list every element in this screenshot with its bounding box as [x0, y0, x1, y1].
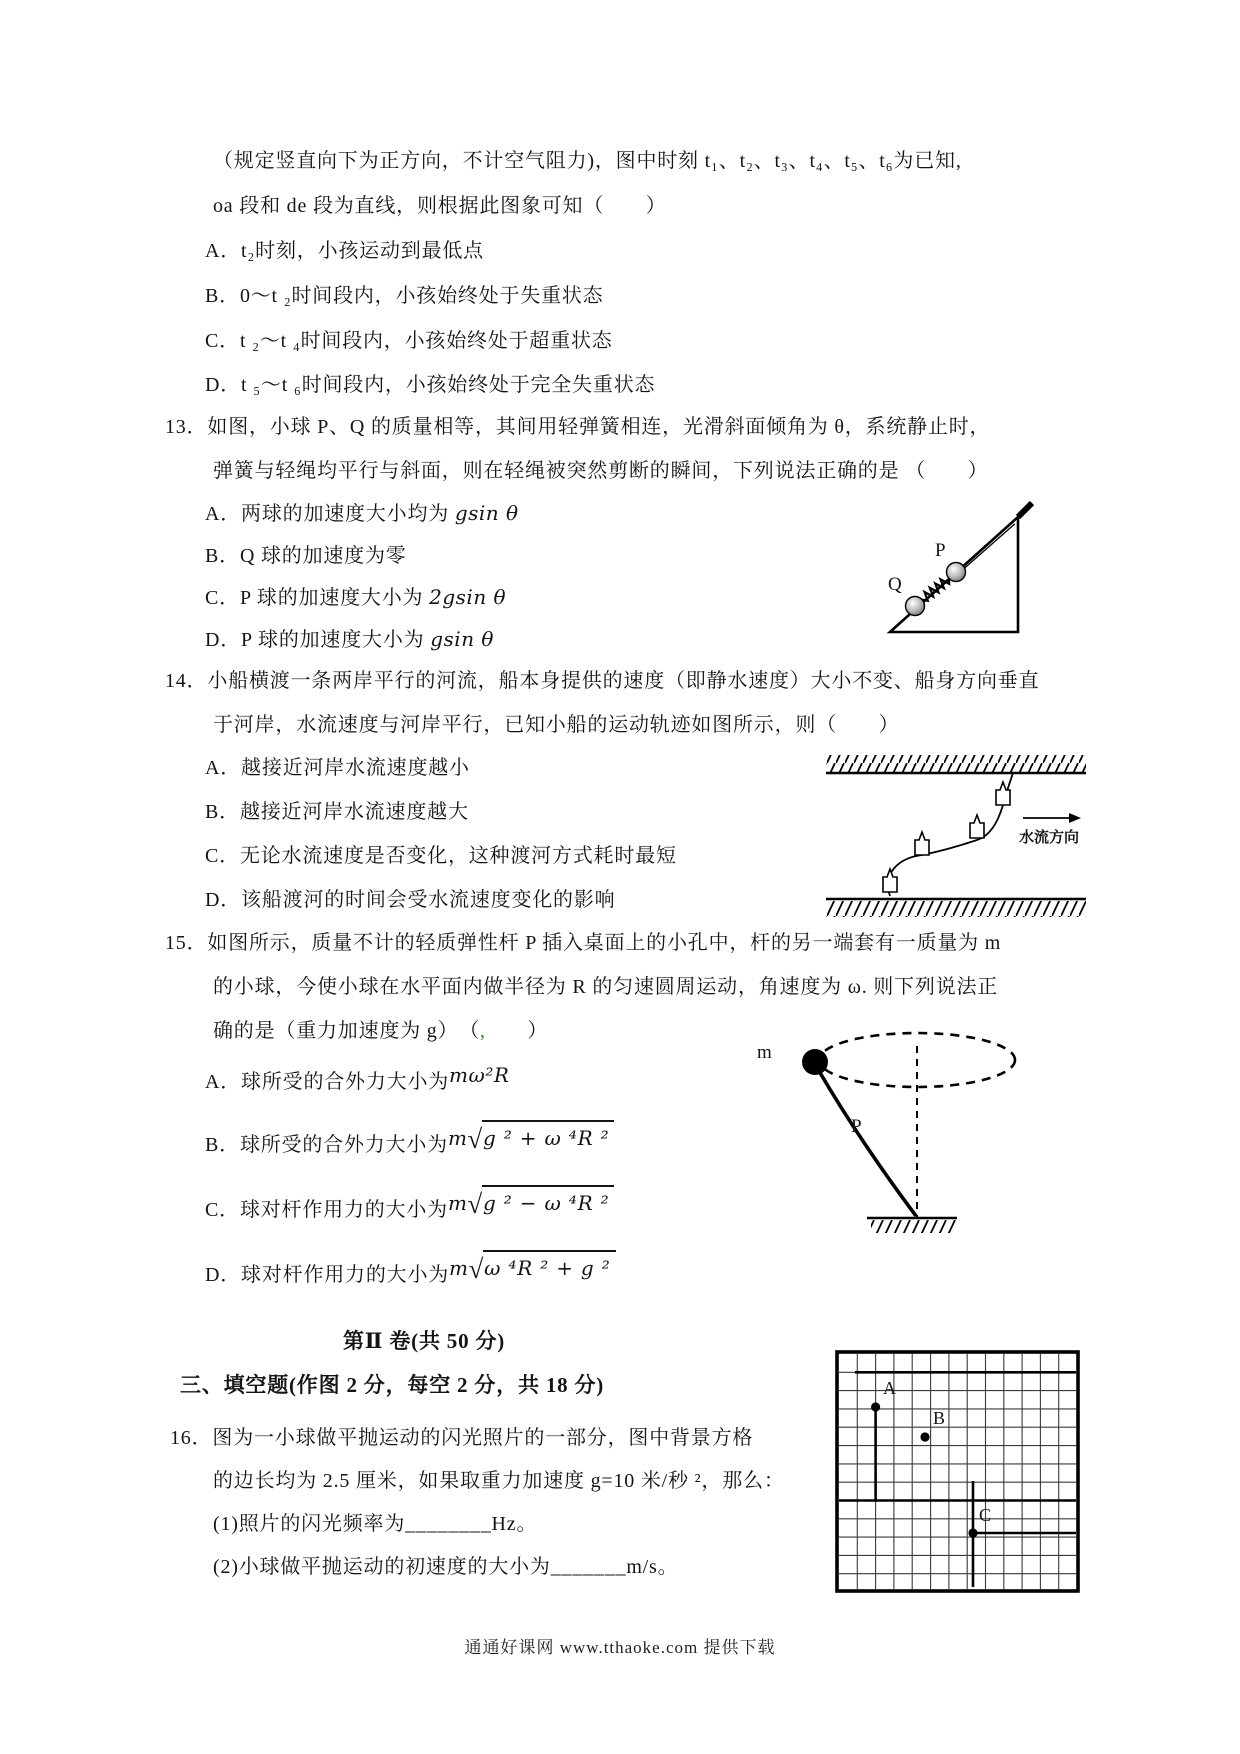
point-b-dot	[920, 1432, 929, 1441]
q12-option-a: A．t₂时刻，小孩运动到最低点	[205, 240, 484, 262]
q13-option-a-math: gsin θ	[454, 501, 519, 525]
q15-line2: 的小球，今使小球在水平面内做半径为 R 的匀速圆周运动，角速度为 ω. 则下列说法正	[213, 976, 999, 998]
q13-option-d	[205, 624, 494, 655]
q16-blank1: (1)照片的闪光频率为________Hz。	[213, 1513, 538, 1535]
q13-option-b-text: B．Q 球的加速度为零	[205, 545, 407, 567]
q13-option-b	[205, 540, 407, 571]
q15-b-coef: m	[447, 1126, 468, 1150]
q15-option-b-text: B．球所受的合外力大小为	[205, 1134, 448, 1156]
q15-option-d-text: D．球对杆作用力的大小为	[205, 1264, 450, 1286]
boat-trajectory	[888, 773, 1013, 896]
circular-motion-drawing	[695, 1016, 1040, 1234]
q15-c-coef: m	[447, 1191, 468, 1215]
boat-3	[970, 815, 984, 838]
q15-option-b	[205, 1120, 614, 1160]
q15-option-d	[205, 1250, 616, 1290]
wall-anchor	[1018, 503, 1032, 517]
sqrt-sign: √	[468, 1254, 485, 1284]
label-a: A	[883, 1378, 896, 1398]
ball-m	[802, 1049, 828, 1075]
incline-drawing	[875, 490, 1035, 640]
q15-option-a	[205, 1060, 509, 1097]
flow-direction-label: 水流方向	[1019, 829, 1080, 846]
q13-option-d-text: D．P 球的加速度大小为	[205, 629, 431, 651]
q12-line1: （规定竖直向下为正方向，不计空气阻力)，图中时刻 t₁、t₂、t₃、t₄、t₅、t₆为已知,	[213, 150, 962, 172]
grid-drawing	[835, 1350, 1080, 1593]
q14-line2: 于河岸，水流速度与河岸平行，已知小船的运动轨迹如图所示，则（ ）	[213, 714, 900, 736]
q15-line3-close: ）	[485, 1020, 549, 1042]
label-b: B	[933, 1408, 946, 1428]
sqrt-sign: √	[467, 1189, 484, 1219]
q14-line1: 14．小船横渡一条两岸平行的河流，船本身提供的速度（即静水速度）大小不变、船身方向垂直	[165, 670, 1040, 692]
flow-arrow-head	[1069, 813, 1081, 823]
q15-line3-mark: ,	[480, 1020, 486, 1042]
footer-site-credit: 通通好课网 www.tthaoke.com 提供下载	[464, 1638, 776, 1657]
q16-blank2: (2)小球做平抛运动的初速度的大小为_______m/s。	[213, 1556, 679, 1578]
point-a-dot	[871, 1402, 880, 1411]
river-figure	[818, 746, 1096, 918]
ball-q	[906, 597, 925, 616]
q13-option-a-text: A．两球的加速度大小均为	[205, 503, 455, 525]
top-bank-hatch	[826, 755, 1086, 772]
q14-option-d: D．该船渡河的时间会受水流速度变化的影响	[205, 889, 616, 911]
q13-option-d-math: gsin θ	[430, 627, 494, 651]
elastic-rod	[819, 1071, 916, 1216]
q14-option-b: B．越接近河岸水流速度越大	[205, 801, 469, 823]
section2-title: 第Ⅱ 卷(共 50 分)	[343, 1329, 506, 1353]
q14-option-a: A．越接近河岸水流速度越小	[205, 757, 470, 779]
label-p: P	[935, 540, 946, 561]
q16-line2: 的边长均为 2.5 厘米，如果取重力加速度 g=10 米/秒 ²，那么：	[213, 1470, 785, 1492]
q13-line2: 弹簧与轻绳均平行与斜面，则在轻绳被突然剪断的瞬间，下列说法正确的是 （ ）	[213, 460, 989, 482]
q15-b-radicand: g ² + ω ⁴R ²	[482, 1120, 614, 1153]
table-hatch	[871, 1220, 957, 1233]
q16-line1: 16．图为一小球做平抛运动的闪光照片的一部分，图中背景方格	[170, 1427, 754, 1449]
q13-line1: 13．如图，小球 P、Q 的质量相等，其间用轻弹簧相连，光滑斜面倾角为 θ，系统静止时，	[165, 416, 991, 438]
q12-line2: oa 段和 de 段为直线，则根据此图象可知（ ）	[213, 195, 667, 217]
section3-heading: 三、填空题(作图 2 分，每空 2 分，共 18 分)	[180, 1373, 605, 1397]
q12-option-d: D．t ₅～t ₆时间段内，小孩始终处于完全失重状态	[205, 374, 656, 396]
label-rod-p: P	[851, 1116, 862, 1137]
incline-figure	[875, 490, 1035, 640]
q15-line3	[213, 1016, 548, 1046]
q15-d-coef: m	[449, 1256, 469, 1280]
q13-option-c	[205, 582, 506, 613]
q12-option-c: C．t ₂～t ₄时间段内，小孩始终处于超重状态	[205, 330, 613, 352]
q15-line3-text: 确的是（重力加速度为 g） （	[213, 1020, 480, 1042]
label-m: m	[757, 1042, 772, 1063]
q15-c-radicand: g ² − ω ⁴R ²	[482, 1185, 614, 1218]
q12-option-b: B．0～t ₂时间段内，小孩始终处于失重状态	[205, 285, 604, 307]
label-q: Q	[888, 574, 902, 595]
q13-option-c-math: 2gsin θ	[429, 585, 507, 609]
ball-p	[947, 563, 966, 582]
q15-option-d-formula	[449, 1250, 615, 1284]
sqrt-sign: √	[467, 1124, 484, 1154]
q15-d-radicand: ω ⁴R ² + g ²	[483, 1250, 615, 1283]
q15-line1: 15．如图所示，质量不计的轻质弹性杆 P 插入桌面上的小孔中，杆的另一端套有一质量为 m	[165, 932, 1002, 954]
boat-1	[883, 869, 897, 892]
q15-option-a-math: mω²R	[449, 1063, 510, 1087]
q15-option-a-text: A．球所受的合外力大小为	[205, 1071, 450, 1093]
q13-option-a	[205, 498, 519, 529]
label-c: C	[979, 1505, 992, 1525]
q15-option-c-text: C．球对杆作用力的大小为	[205, 1199, 448, 1221]
q13-option-c-text: C．P 球的加速度大小为	[205, 587, 430, 609]
q15-option-c-formula	[448, 1185, 614, 1219]
point-c-dot	[968, 1528, 977, 1537]
q14-option-c: C．无论水流速度是否变化，这种渡河方式耗时最短	[205, 845, 677, 867]
q15-option-b-formula	[448, 1120, 614, 1154]
q15-option-c	[205, 1185, 614, 1225]
projectile-grid-figure	[835, 1350, 1080, 1593]
circular-motion-figure	[695, 1016, 1040, 1234]
boat-2	[915, 832, 929, 855]
bottom-bank-hatch	[826, 901, 1086, 917]
